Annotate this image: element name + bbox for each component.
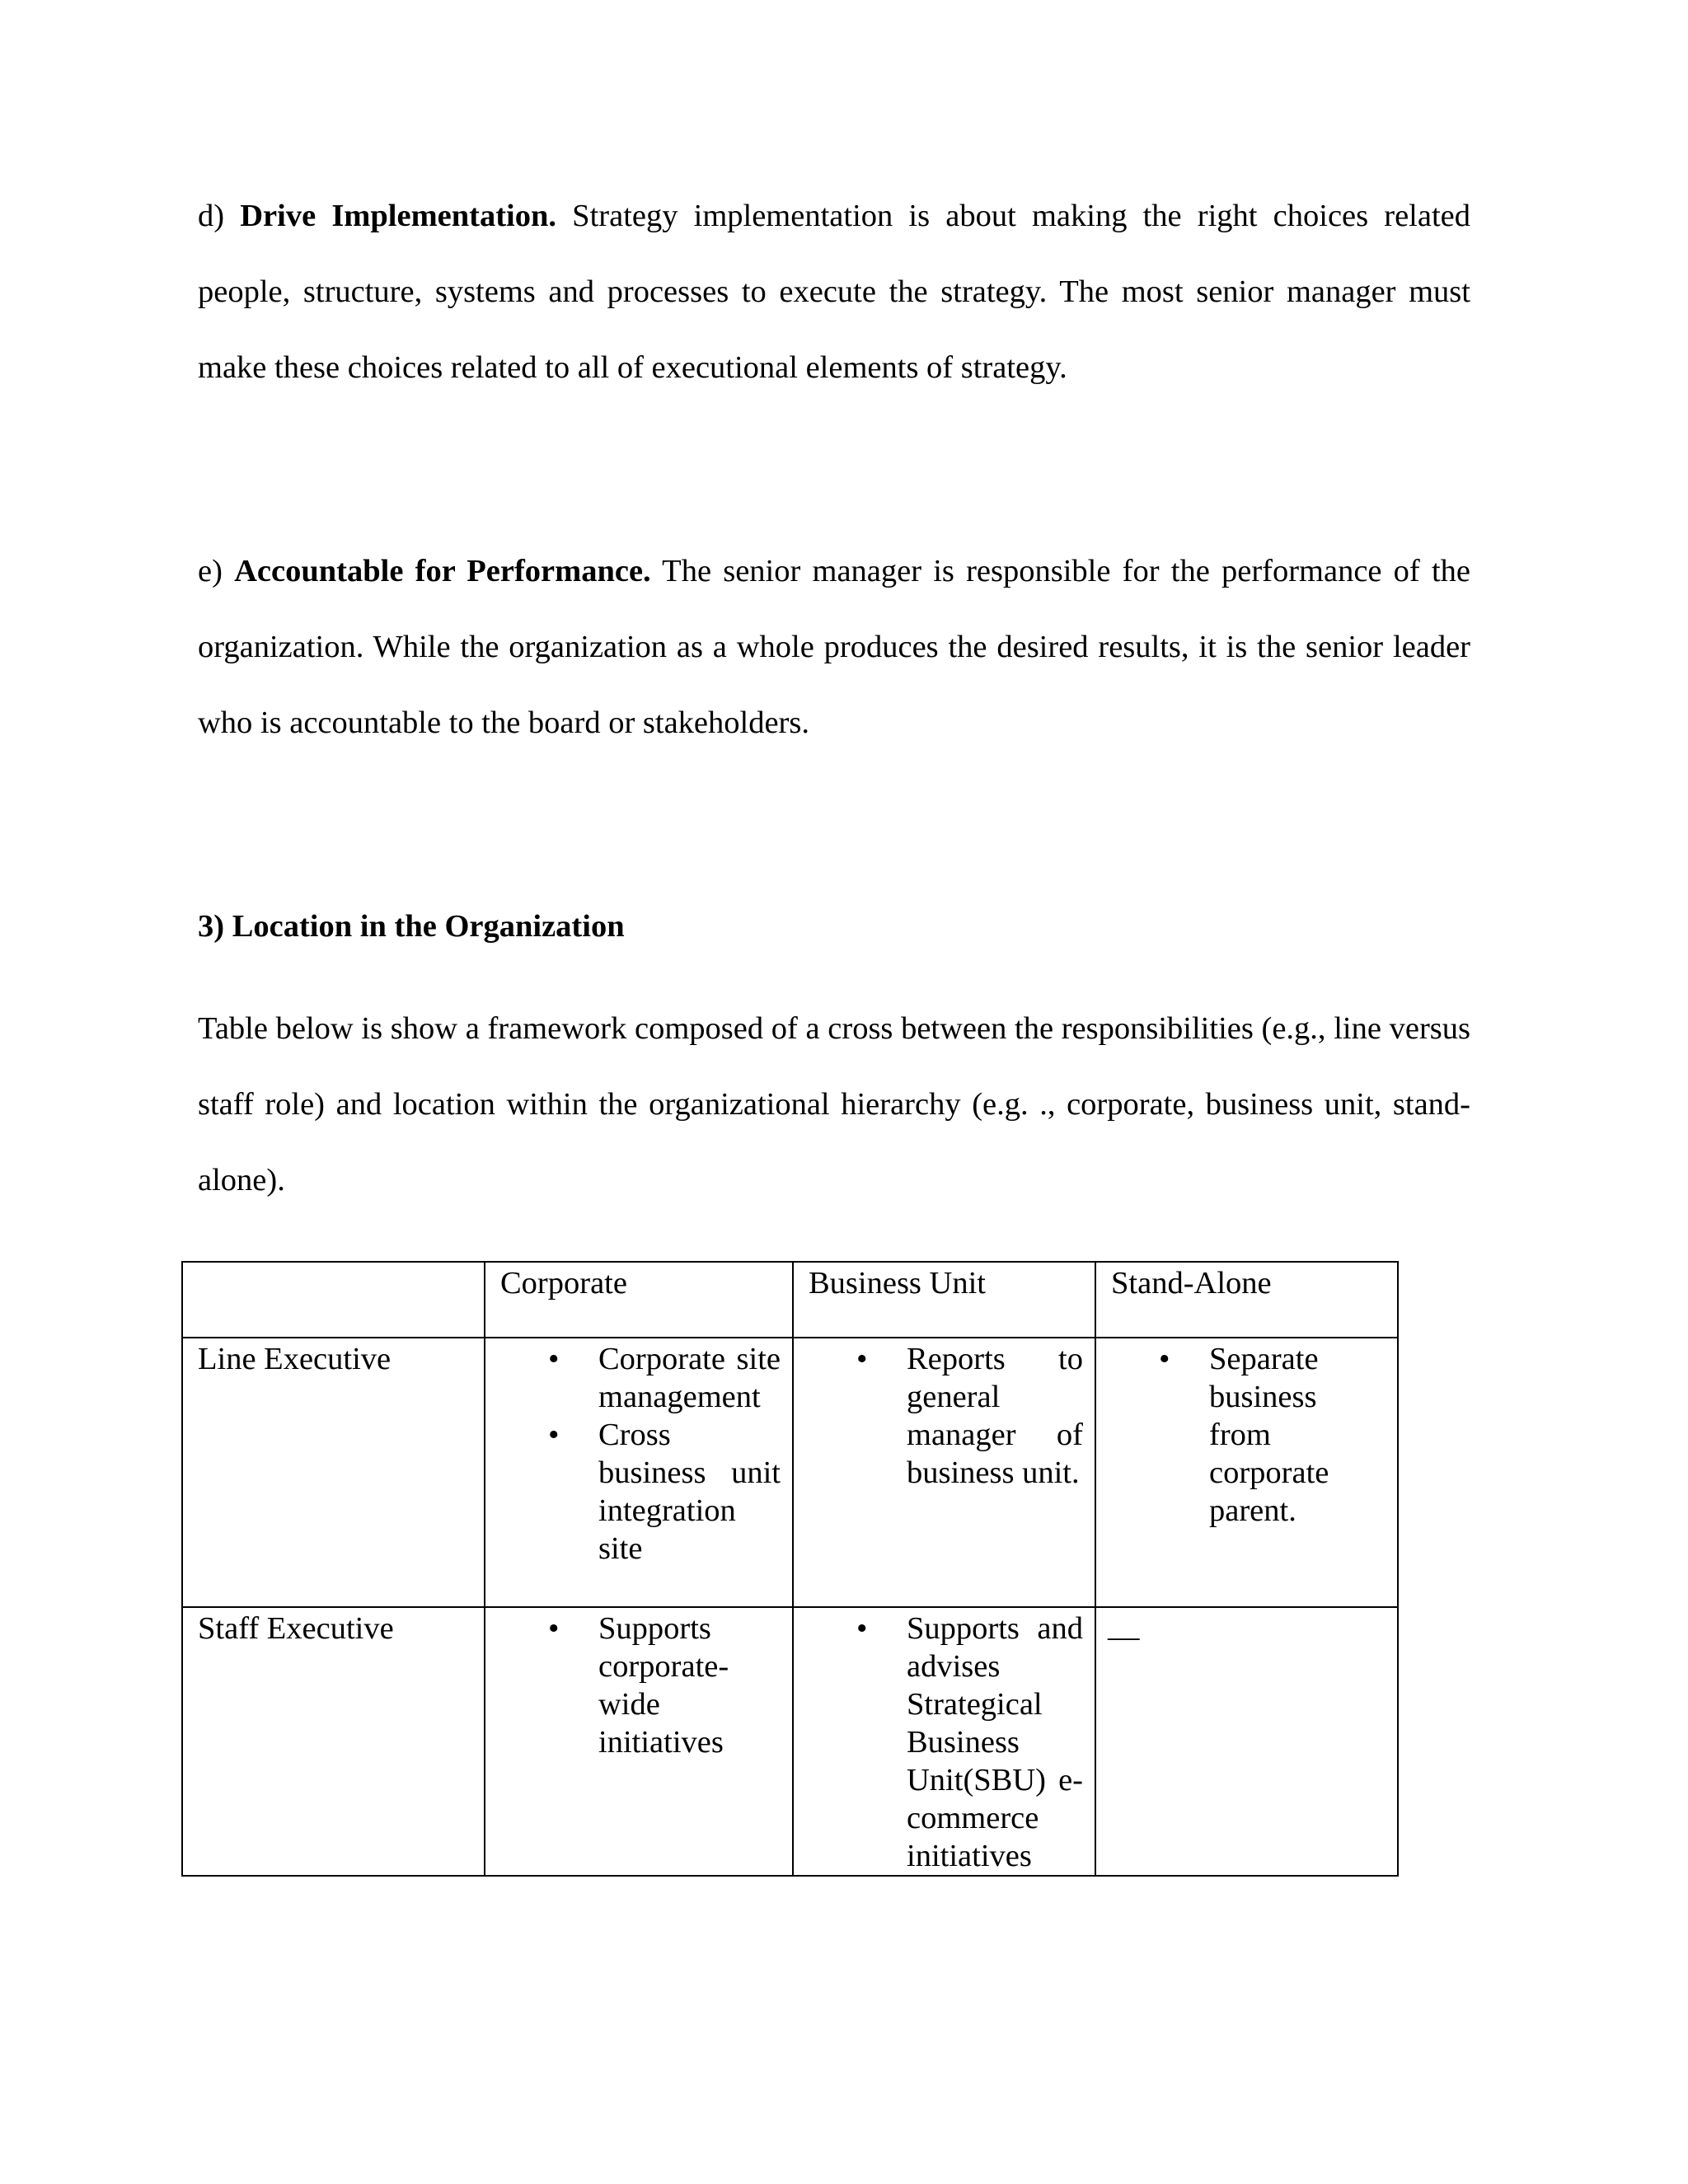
- bullet-icon: •: [548, 1342, 560, 1376]
- header-cell-business-unit: [793, 1262, 1095, 1338]
- cell-stand-alone: [1095, 1607, 1398, 1876]
- section-heading: 3) Location in the Organization: [198, 909, 625, 944]
- list-item: • Cross business unit integration site: [548, 1418, 781, 1566]
- header-label: Stand-Alone: [1111, 1266, 1272, 1301]
- list-item: • Reports to general manager of business unit.: [856, 1342, 1083, 1490]
- item-prefix: e): [198, 554, 235, 588]
- cell-stand-alone: [1095, 1338, 1398, 1607]
- cell-business-unit: [793, 1338, 1095, 1607]
- table-header-row: [182, 1262, 1398, 1338]
- table-row-line-executive: [182, 1338, 1398, 1607]
- row-label: Line Executive: [198, 1342, 392, 1376]
- bold-term: Accountable for Performance.: [234, 554, 651, 588]
- header-cell-corporate: [485, 1262, 793, 1338]
- bullet-icon: •: [856, 1611, 868, 1646]
- bullet-list: [485, 1338, 792, 1568]
- list-item: • Supports corporate-wide initiatives: [548, 1611, 729, 1760]
- paragraph-accountable-for-performance: [198, 533, 1470, 761]
- row-label: Staff Executive: [198, 1611, 394, 1646]
- bold-term: Drive Implementation.: [240, 199, 557, 233]
- bullet-icon: •: [1159, 1342, 1170, 1376]
- row-label-cell: [182, 1607, 485, 1876]
- cell-business-unit: [793, 1607, 1095, 1876]
- list-item: • Corporate site management: [548, 1342, 781, 1414]
- row-label-cell: [182, 1338, 485, 1607]
- table-row-staff-executive: [182, 1607, 1398, 1876]
- header-cell-stand-alone: [1095, 1262, 1398, 1338]
- header-label: Business Unit: [809, 1266, 986, 1301]
- header-cell-empty: [182, 1262, 485, 1338]
- cell-corporate: [485, 1607, 793, 1876]
- cell-corporate: [485, 1338, 793, 1607]
- bullet-list: [794, 1338, 1095, 1492]
- framework-table: [181, 1261, 1399, 1877]
- bullet-icon: •: [548, 1418, 560, 1452]
- header-label: Corporate: [500, 1266, 627, 1301]
- bullet-icon: •: [548, 1611, 560, 1646]
- list-item: • Separate business from corporate parent.: [1159, 1342, 1329, 1528]
- bullet-icon: •: [856, 1342, 868, 1376]
- empty-dash: —: [1108, 1619, 1140, 1654]
- bullet-list: [485, 1608, 792, 1761]
- bullet-list: [794, 1608, 1095, 1875]
- paragraph-body: The senior manager is responsible for the performance of the organization. While the organization as a whole produces the desired results, it is the senior leader who is accountable to the board or stakeholders.: [198, 554, 1470, 740]
- list-item: • Supports and advises Strategical Business Unit(SBU) e-commerce initiatives: [856, 1611, 1083, 1873]
- item-prefix: d): [198, 199, 241, 233]
- paragraph-body: Strategy implementation is about making the right choices related people, structure, systems and processes to execute the strategy. The most senior manager must make these choices related to all of executional elements of strategy.: [198, 199, 1470, 385]
- paragraph-drive-implementation: [198, 178, 1470, 405]
- table-intro-paragraph: Table below is show a framework composed of a cross between the responsibilities (e.g., line versus staff role) and location within the organizational hierarchy (e.g. ., corporate, business unit, stand-alone).: [198, 1011, 1470, 1197]
- bullet-list: [1096, 1338, 1397, 1530]
